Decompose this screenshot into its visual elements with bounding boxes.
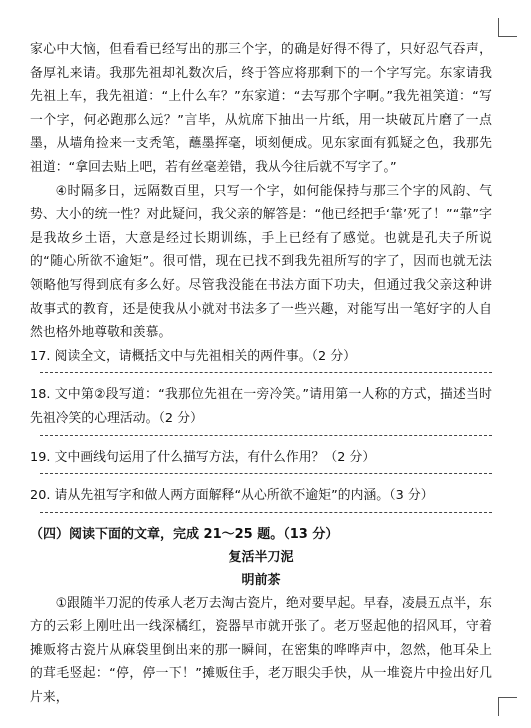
exam-page [30,38,492,710]
question-19: 19. 文中画线句运用了什么描写方法，有什么作用？（2 分） [30,449,376,465]
crop-mark-top-right [498,18,517,37]
section-heading: （四）阅读下面的文章，完成 21～25 题。（13 分） [30,526,339,542]
article-paragraph-1: ①跟随半刀泥的传承人老万去淘古瓷片，绝对要早起。早春，凌晨五点半，东方的云彩上刚吐出一线深橘红，瓷器早市就开张了。老万竖起他的招风耳，守着摊贩将古瓷片从麻袋里倒出来的那一瞬间，在密集的哗哗声中，忽然，他耳朵上的茸毛竖起：“停，停一下！”摊贩住手，老万眼尖手快，从一堆瓷片中捡出好几片来， [30,595,492,706]
crop-mark-bottom-right [498,697,517,716]
article-title: 复活半刀泥 [228,549,294,565]
question-18: 18. 文中第②段写道：“我那位先祖在一旁冷笑。”请用第一人称的方式，描述当时先祖冷笑的心理活动。（2 分） [30,387,492,426]
article-author: 明前茶 [241,572,281,588]
question-20: 20. 请从先祖写字和做人两方面解释“从心所欲不逾矩”的内涵。（3 分） [30,488,434,504]
answer-line-17 [40,372,492,373]
question-17: 17. 阅读全文，请概括文中与先祖相关的两件事。（2 分） [30,348,357,364]
story-paragraph-3-continued: 家心中大恼，但看看已经写出的那三个字，的确是好得不得了，只好忍气吞声，备厚礼来请。我那先祖却礼数次后，终于答应将那剩下的一个字写完。东家请我先祖上车，我先祖道：“上什么车？”东家道：“去写那个字啊。”我先祖笑道：“写一个字，何必跑那么远？”言毕，从炕席下抽出一片纸，用一块破瓦片磨了一点墨，从墙角捡来一支秃笔，蘸墨挥毫，顷刻便成。见东家面有狐疑之色，我那先祖道：“拿回去贴上吧，若有丝毫差错，我从今往后就不写字了。” [30,42,492,175]
answer-line-19 [40,473,492,474]
answer-line-20 [40,512,492,513]
story-paragraph-4: ④时隔多日，远隔数百里，只写一个字，如何能保持与那三个字的风韵、气势、大小的统一性？对此疑问，我父亲的解答是：“他已经把手‘靠’死了！”“靠”字是我故乡土语，大意是经过长期训练，手上已经有了感觉。也就是孔夫子所说的“随心所欲不逾矩”。很可惜，现在已找不到我先祖所写的字了，因而也就无法领略他写得到底有多么好。尽管我没能在书法方面下功夫，但通过我父亲这种讲故事式的教育，还是使我从小就对书法多了一些兴趣，对能写出一笔好字的人自然也格外地尊敬和羡慕。 [30,183,492,341]
answer-line-18 [40,435,492,436]
